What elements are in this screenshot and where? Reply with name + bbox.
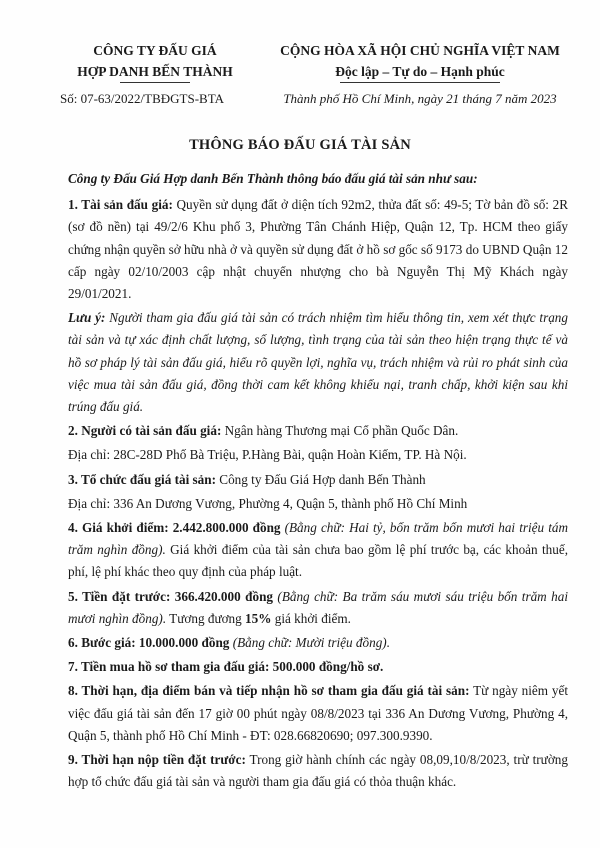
item-2-text: Ngân hàng Thương mại Cổ phần Quốc Dân. bbox=[221, 423, 459, 439]
item-4 bbox=[68, 517, 568, 584]
motto-divider bbox=[340, 82, 500, 83]
item-1 bbox=[68, 194, 568, 305]
national-motto: Độc lập – Tự do – Hạnh phúc bbox=[335, 64, 505, 79]
document-number: Số: 07-63/2022/TBĐGTS-BTA bbox=[60, 91, 224, 106]
note-paragraph bbox=[68, 307, 568, 418]
issuer-block bbox=[60, 40, 250, 109]
item-2-address: Địa chỉ: 28C-28D Phố Bà Triệu, P.Hàng Bài, quận Hoàn Kiếm, TP. Hà Nội. bbox=[68, 447, 467, 463]
item-4-text: Giá khởi điểm của tài sản chưa bao gồm lệ phí trước bạ, các khoản thuế, phí, lệ phí khác theo quy định của pháp luật. bbox=[68, 542, 568, 580]
issuer-divider bbox=[120, 82, 190, 83]
document-title: THÔNG BÁO ĐẤU GIÁ TÀI SẢN bbox=[189, 137, 411, 153]
item-5 bbox=[68, 586, 568, 630]
item-5-label: 5. Tiền đặt trước: 366.420.000 đồng bbox=[68, 588, 273, 604]
issuer-name-line2: HỢP DANH BẾN THÀNH bbox=[77, 64, 233, 79]
issuer-name-line1: CÔNG TY ĐẤU GIÁ bbox=[93, 43, 217, 58]
item-6-words: (Bằng chữ: Mười triệu đồng). bbox=[229, 635, 390, 651]
item-5-text-a: Tương đương bbox=[166, 610, 246, 626]
item-1-label: 1. Tài sản đấu giá: bbox=[68, 197, 173, 213]
item-1-text: Quyền sử dụng đất ở diện tích 92m2, thửa đất số: 49-5; Tờ bản đồ số: 2R (sơ đồ nền) tại 49/2/6 Khu phố 3, Phường Tân Chánh Hiệp, Quận 12, Tp. HCM theo giấy chứng nhận quyền sở hữu nhà ở và quyền sử dụng đất ở hồ sơ gốc số 9173 do UBND Quận 12 cấp ngày 02/10/2003 cập nhật chuyển nhượng cho bà Nguyễn Thị Mỹ Khách ngày 29/01/2021. bbox=[68, 197, 568, 302]
item-5-percent: 15% bbox=[245, 610, 272, 626]
item-7-label: 7. Tiền mua hồ sơ tham gia đấu giá: 500.000 đồng/hồ sơ. bbox=[68, 659, 384, 675]
item-4-words: (Bằng chữ: Hai tỷ, bốn trăm bốn mươi hai triệu tám trăm nghìn đồng). bbox=[68, 520, 568, 558]
item-3-text: Công ty Đấu Giá Hợp danh Bến Thành bbox=[216, 471, 426, 487]
item-7 bbox=[68, 656, 568, 678]
note-label: Lưu ý: bbox=[68, 310, 106, 326]
item-4-label: 4. Giá khởi điểm: 2.442.800.000 đồng bbox=[68, 520, 281, 536]
item-3-label: 3. Tổ chức đấu giá tài sản: bbox=[68, 471, 216, 487]
item-5-text-b: giá khởi điểm. bbox=[271, 610, 351, 626]
document-body bbox=[68, 168, 568, 795]
item-3 bbox=[68, 469, 568, 491]
item-8-text: Từ ngày niêm yết việc đấu giá tài sản đến 17 giờ 00 phút ngày 08/8/2023 tại 336 An Dương Vương, Phường 4, Quận 5, thành phố Hồ Chí Minh - ĐT: 028.66820690; 097.300.9390. bbox=[68, 683, 568, 743]
item-9-text: Trong giờ hành chính các ngày 08,09,10/8/2023, trừ trường hợp tổ chức đấu giá tài sản và người tham gia đấu giá có thỏa thuận khác. bbox=[68, 752, 568, 790]
item-8 bbox=[68, 680, 568, 747]
item-8-label: 8. Thời hạn, địa điểm bán và tiếp nhận hồ sơ tham gia đấu giá tài sản: bbox=[68, 683, 470, 699]
item-9-label: 9. Thời hạn nộp tiền đặt trước: bbox=[68, 752, 246, 768]
issue-date: Thành phố Hồ Chí Minh, ngày 21 tháng 7 năm 2023 bbox=[283, 91, 557, 106]
item-5-words: (Bằng chữ: Ba trăm sáu mươi sáu triệu bốn trăm hai mươi nghìn đồng). bbox=[68, 588, 568, 626]
intro-line: Công ty Đấu Giá Hợp danh Bến Thành thông báo đấu giá tài sản như sau: bbox=[68, 171, 478, 186]
item-3-address: Địa chỉ: 336 An Dương Vương, Phường 4, Quận 5, thành phố Hồ Chí Minh bbox=[68, 495, 468, 511]
item-9 bbox=[68, 749, 568, 793]
national-header-block bbox=[270, 40, 570, 109]
item-2-label: 2. Người có tài sản đấu giá: bbox=[68, 423, 222, 439]
item-2 bbox=[68, 420, 568, 442]
item-6 bbox=[68, 632, 568, 654]
item-6-label: 6. Bước giá: 10.000.000 đồng bbox=[68, 635, 230, 651]
national-title: CỘNG HÒA XÃ HỘI CHỦ NGHĨA VIỆT NAM bbox=[280, 43, 560, 58]
note-text: Người tham gia đấu giá tài sản có trách nhiệm tìm hiểu thông tin, xem xét thực trạng tài sản và tự xác định chất lượng, số lượng, tình trạng của tài sản theo hiện trạng thực tế và hồ sơ pháp lý tài sản đấu giá, hiểu rõ quyền lợi, nghĩa vụ, trách nhiệm và rủi ro phát sinh của việc mua tài sản đấu giá, đồng thời cam kết không khiếu nại, tranh chấp, khởi kiện sau khi trúng đấu giá. bbox=[68, 310, 568, 415]
